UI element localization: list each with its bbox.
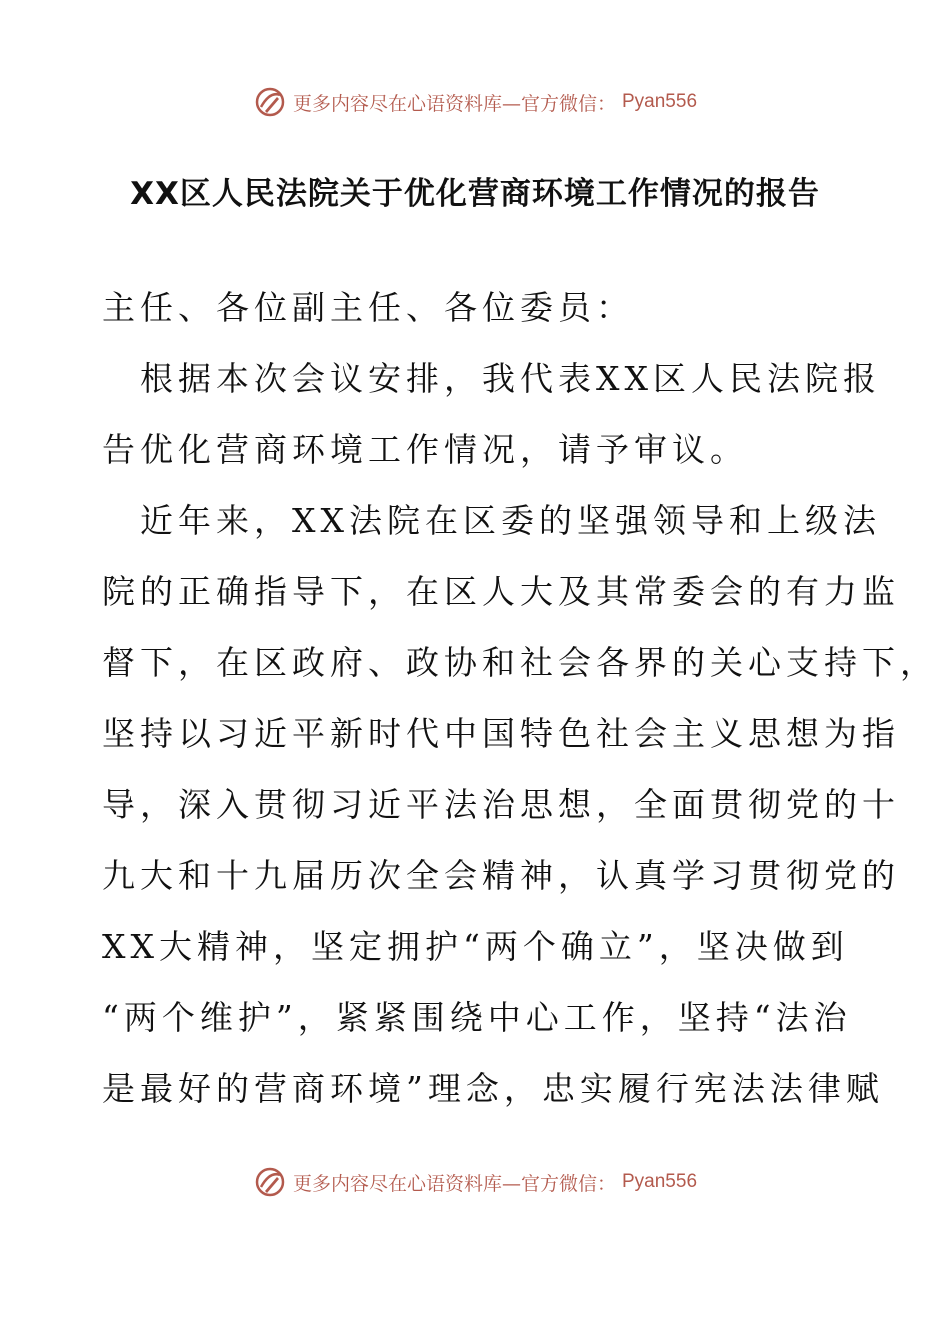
footer-banner	[0, 1160, 950, 1204]
header-banner	[0, 80, 950, 124]
body-line: 是最好的营商环境”理念，忠实履行宪法法律赋	[102, 1069, 884, 1108]
body-line: 近年来，XX法院在区委的坚强领导和上级法	[102, 501, 881, 540]
banner-text: 更多内容尽在心语资料库—官方微信：	[292, 1172, 616, 1195]
banner-wechat-id: Pyan556	[622, 1171, 698, 1192]
body-line: 导，深入贯彻习近平法治思想，全面贯彻党的十	[102, 785, 900, 824]
document-body	[102, 272, 938, 1124]
body-line: 九大和十九届历次全会精神，认真学习贯彻党的	[102, 856, 900, 895]
banner-text: 更多内容尽在心语资料库—官方微信：	[292, 92, 616, 115]
body-line: “两个维护”，紧紧围绕中心工作，坚持“法治	[102, 998, 852, 1037]
body-line: 告优化营商环境工作情况，请予审议。	[102, 430, 748, 469]
body-line: XX大精神，坚定拥护“两个确立”，坚决做到	[102, 927, 849, 966]
pen-swirl-logo-icon	[253, 1165, 287, 1199]
body-line: 坚持以习近平新时代中国特色社会主义思想为指	[102, 714, 900, 753]
body-line: 院的正确指导下，在区人大及其常委会的有力监	[102, 572, 900, 611]
pen-swirl-logo-icon	[253, 85, 287, 119]
body-line: 主任、各位副主任、各位委员：	[102, 288, 634, 327]
document-title: XX区人民法院关于优化营商环境工作情况的报告	[130, 176, 820, 212]
banner-wechat-id: Pyan556	[622, 91, 698, 112]
body-line: 根据本次会议安排，我代表XX区人民法院报	[102, 359, 881, 398]
body-line: 督下，在区政府、政协和社会各界的关心支持下，	[102, 643, 938, 682]
